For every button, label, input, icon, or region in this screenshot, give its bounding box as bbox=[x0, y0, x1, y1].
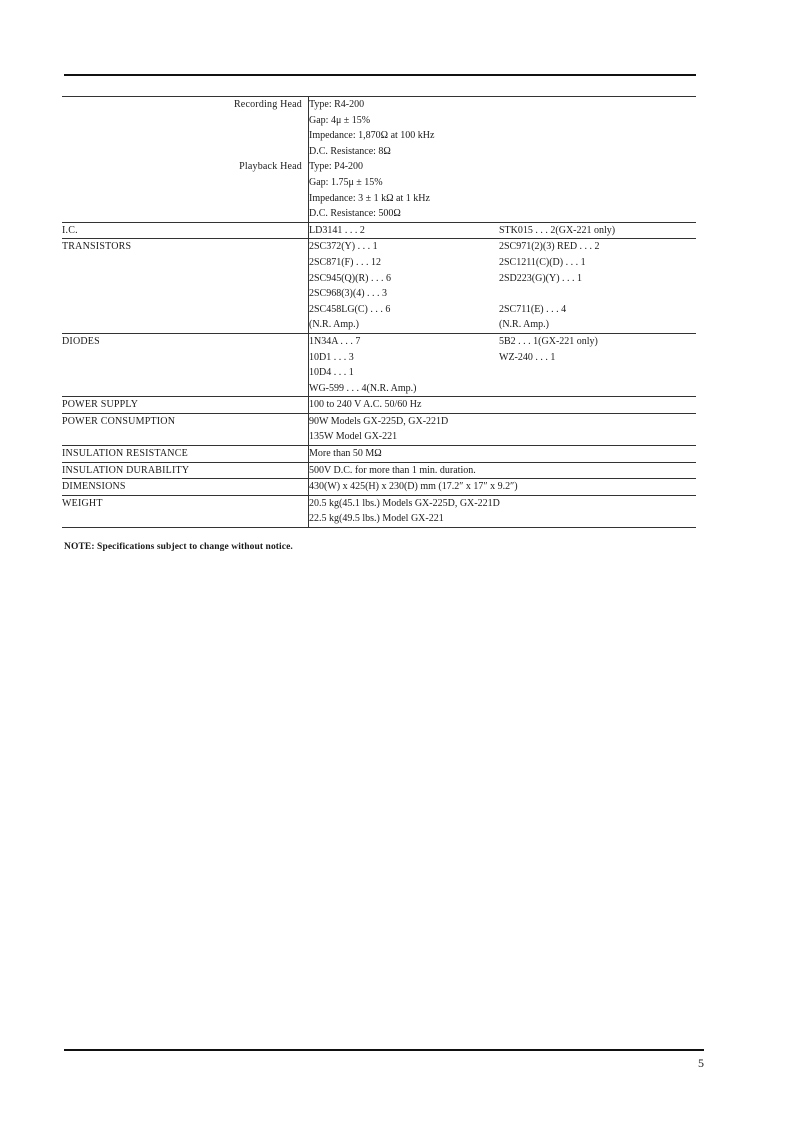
playback-head-type: Type: P4-200 bbox=[309, 161, 364, 173]
recording-head-impedance: Impedance: 1,870Ω at 100 kHz bbox=[309, 130, 435, 142]
spec-row-transistors bbox=[62, 239, 696, 255]
transistor-item: 2SC971(2)(3) RED . . . 2 bbox=[499, 239, 696, 255]
page-number: 5 bbox=[698, 1056, 704, 1070]
spec-row-dimensions bbox=[62, 479, 696, 496]
diode-item: 10D1 . . . 3 bbox=[309, 351, 354, 363]
dimensions-value: 430(W) x 425(H) x 230(D) mm (17.2″ x 17″ x 9.2″) bbox=[309, 479, 697, 496]
playback-head-gap: Gap: 1.75μ ± 15% bbox=[309, 176, 383, 188]
insulation-durability-label: INSULATION DURABILITY bbox=[62, 462, 309, 479]
specifications-table bbox=[62, 96, 696, 528]
dimensions-label: DIMENSIONS bbox=[62, 479, 309, 496]
transistor-item: 2SC871(F) . . . 12 bbox=[309, 256, 381, 268]
transistor-item: 2SD223(G)(Y) . . . 1 bbox=[499, 272, 583, 284]
transistor-note: (N.R. Amp.) bbox=[309, 319, 359, 331]
spec-row-recording-head bbox=[62, 97, 696, 113]
transistor-item: 2SC968(3)(4) . . . 3 bbox=[309, 288, 388, 300]
ic-value-2: STK015 . . . 2(GX-221 only) bbox=[499, 222, 696, 239]
spec-row-playback-head bbox=[62, 159, 696, 175]
weight-value: 22.5 kg(49.5 lbs.) Model GX-221 bbox=[309, 511, 697, 527]
transistor-item bbox=[499, 286, 696, 302]
bottom-rule bbox=[64, 1049, 704, 1051]
diode-item: WG-599 . . . 4(N.R. Amp.) bbox=[309, 382, 417, 394]
ic-label: I.C. bbox=[62, 222, 309, 239]
transistor-item: 2SC372(Y) . . . 1 bbox=[309, 239, 500, 255]
spec-row-insulation-durability bbox=[62, 462, 696, 479]
transistor-item: 2SC1211(C)(D) . . . 1 bbox=[499, 256, 586, 268]
spec-row-power-consumption bbox=[62, 413, 696, 429]
power-consumption-value: 90W Models GX-225D, GX-221D bbox=[309, 413, 697, 429]
playback-head-label: Playback Head bbox=[62, 159, 309, 175]
recording-head-label: Recording Head bbox=[62, 97, 309, 113]
transistor-item: 2SC458LG(C) . . . 6 bbox=[309, 303, 391, 315]
spec-row-insulation-resistance bbox=[62, 446, 696, 463]
transistor-item: 2SC945(Q)(R) . . . 6 bbox=[309, 272, 391, 284]
spec-row-diodes bbox=[62, 333, 696, 349]
insulation-durability-value: 500V D.C. for more than 1 min. duration. bbox=[309, 462, 697, 479]
diode-item: 1N34A . . . 7 bbox=[309, 333, 500, 349]
diode-item: 5B2 . . . 1(GX-221 only) bbox=[499, 333, 696, 349]
weight-value: 20.5 kg(45.1 lbs.) Models GX-225D, GX-221D bbox=[309, 495, 697, 511]
power-supply-value: 100 to 240 V A.C. 50/60 Hz bbox=[309, 397, 697, 414]
recording-head-dc-resistance: D.C. Resistance: 8Ω bbox=[309, 145, 391, 157]
spec-row-ic bbox=[62, 222, 696, 239]
diode-item bbox=[499, 365, 696, 381]
playback-head-dc-resistance: D.C. Resistance: 500Ω bbox=[309, 208, 401, 220]
transistor-item: 2SC711(E) . . . 4 bbox=[499, 303, 567, 315]
spec-row-power-supply bbox=[62, 397, 696, 414]
insulation-resistance-value: More than 50 MΩ bbox=[309, 446, 697, 463]
diodes-label: DIODES bbox=[62, 333, 309, 349]
weight-label: WEIGHT bbox=[62, 495, 309, 511]
power-consumption-value: 135W Model GX-221 bbox=[309, 431, 398, 443]
transistors-label: TRANSISTORS bbox=[62, 239, 309, 255]
recording-head-type: Type: R4-200 bbox=[309, 97, 697, 113]
top-rule bbox=[64, 74, 696, 76]
power-supply-label: POWER SUPPLY bbox=[62, 397, 309, 414]
diode-item: 10D4 . . . 1 bbox=[309, 367, 354, 379]
power-consumption-label: POWER CONSUMPTION bbox=[62, 413, 309, 429]
diode-item: WZ-240 . . . 1 bbox=[499, 351, 556, 363]
ic-value-1: LD3141 . . . 2 bbox=[309, 222, 500, 239]
specifications-note: NOTE: Specifications subject to change without notice. bbox=[64, 542, 293, 552]
recording-head-gap: Gap: 4μ ± 15% bbox=[309, 114, 371, 126]
transistor-note: (N.R. Amp.) bbox=[499, 319, 549, 331]
spec-row-weight bbox=[62, 495, 696, 511]
insulation-resistance-label: INSULATION RESISTANCE bbox=[62, 446, 309, 463]
playback-head-impedance: Impedance: 3 ± 1 kΩ at 1 kHz bbox=[309, 192, 430, 204]
